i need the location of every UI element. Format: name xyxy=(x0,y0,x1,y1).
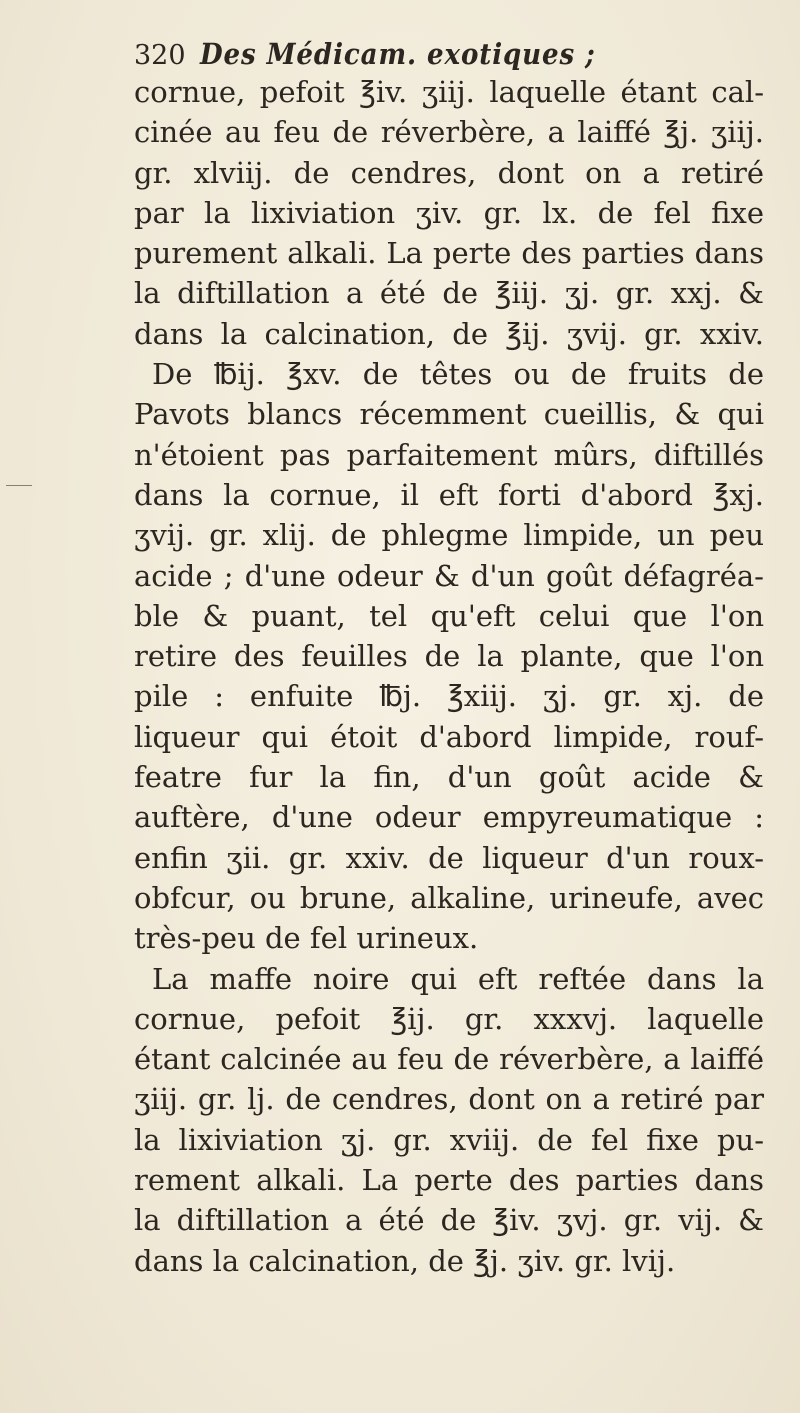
text-line: ble & puant, tel qu'eft celui que l'on xyxy=(134,598,764,633)
text-line: n'étoient pas parfaitement mûrs, diftillés xyxy=(134,437,764,472)
text-line: la lixiviation ʒj. gr. xviij. de fel fixe pu- xyxy=(134,1122,764,1157)
text-line: enfin ʒii. gr. xxiv. de liqueur d'un roux- xyxy=(134,840,764,875)
text-line: purement alkali. La perte des parties dans xyxy=(134,236,764,271)
text-line: La maffe noire qui eft reftée dans la xyxy=(152,961,764,996)
text-line: retire des feuilles de la plante, que l'on xyxy=(134,639,764,674)
text-line: dans la cornue, il eft forti d'abord ℥xj. xyxy=(134,477,764,512)
text-line: la diftillation a été de ℥iv. ʒvj. gr. vij. & xyxy=(134,1203,764,1238)
body-text xyxy=(134,72,764,1281)
text-line: cornue, pefoit ℥iv. ʒiij. laquelle étant cal- xyxy=(134,75,764,109)
text-line: dans la calcination, de ℥j. ʒiv. gr. lvij. xyxy=(134,1243,676,1278)
text-line: cornue, pefoit ℥ij. gr. xxxvj. laquelle xyxy=(134,1001,764,1036)
margin-mark xyxy=(6,485,32,486)
text-line: pile : enfuite ℔j. ℥xiij. ʒj. gr. xj. de xyxy=(134,679,764,714)
text-line: featre fur la fin, d'un goût acide & xyxy=(134,760,764,795)
text-line: cinée au feu de réverbère, a laiffé ℥j. ʒiij. xyxy=(134,115,764,150)
text-line: acide ; d'une odeur & d'un goût défagréa- xyxy=(134,558,764,593)
text-line: dans la calcination, de ℥ij. ʒvij. gr. xxiv. xyxy=(134,316,764,351)
text-line: obfcur, ou brune, alkaline, urineufe, avec xyxy=(134,880,764,915)
text-line: gr. xlviij. de cendres, dont on a retiré xyxy=(134,155,764,190)
text-line: très-peu de fel urineux. xyxy=(134,921,479,956)
page-number: 320 xyxy=(134,40,186,71)
page-header xyxy=(134,36,764,72)
text-line: étant calcinée au feu de réverbère, a laiffé xyxy=(134,1042,764,1077)
text-line: auftère, d'une odeur empyreumatique : xyxy=(134,800,764,835)
text-line: rement alkali. La perte des parties dans xyxy=(134,1163,764,1198)
text-line: liqueur qui étoit d'abord limpide, rouf- xyxy=(134,719,764,754)
text-line: Pavots blancs récemment cueillis, & qui xyxy=(134,397,764,432)
text-line: ʒvij. gr. xlij. de phlegme limpide, un peu xyxy=(134,518,764,553)
running-title: Des Médicam. exotiques ; xyxy=(199,37,596,71)
text-line: ʒiij. gr. lj. de cendres, dont on a retiré par xyxy=(134,1082,764,1117)
text-line: la diftillation a été de ℥iij. ʒj. gr. xxj. & xyxy=(134,276,764,311)
text-line: par la lixiviation ʒiv. gr. lx. de fel fixe xyxy=(134,195,764,230)
text-line: De ℔ij. ℥xv. de têtes ou de fruits de xyxy=(152,357,764,392)
